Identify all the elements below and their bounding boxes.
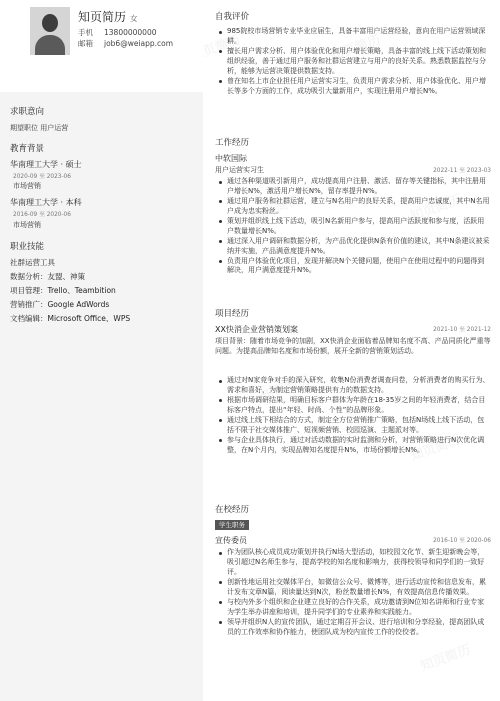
list-item: 负责用户体验优化项目，发现并解决N个关键问题，使用户在使用过程中的问题得到解决，用户满意度提升N%。 — [215, 257, 491, 277]
list-item: 领导并组织N人的宣传团队，通过定期召开会议、进行培训和分享经验，提高团队成员的工作效率和协作能力，使团队成为校内宣传工作的佼佼者。 — [215, 618, 491, 638]
email-value: job6@weiapp.com — [104, 39, 174, 48]
email-row — [78, 39, 173, 50]
project-desc: 项目背景：随着市场竞争的加剧，XX快消企业面临着品牌知名度不高、产品同质化严重等问题。为提高品牌知名度和市场份额，展开全新的营销策划活动。 — [215, 337, 491, 355]
profile-header — [0, 0, 203, 92]
skill-item: 数据分析：友盟、神策 — [10, 272, 85, 281]
sidebar — [0, 0, 203, 701]
company-name: 中软国际 — [215, 154, 247, 163]
project-date: 2021-10 至 2021-12 — [433, 327, 491, 333]
list-item: 擅长用户需求分析、用户体验优化和用户增长策略，具备丰富的线上线下活动策划和组织经验，善于通过用户服务和社群运营建立与用户的良好关系。熟悉数据监控与分析，能够为运营决策提供数据支持。 — [215, 47, 491, 77]
education-title: 教育背景 — [10, 144, 45, 154]
list-item: 根据市场调研结果，明确目标客户群体为年龄在18-35岁之间的年轻消费者，结合目标客户特点，提出“年轻、时尚、个性”的品牌形象。 — [215, 396, 491, 416]
edu-major: 市场营销 — [13, 221, 41, 229]
self-eval-title: 自我评价 — [215, 12, 250, 22]
list-item: 通过深入用户调研和数据分析，为产品优化提供N条有价值的建议，其中N条建议被采纳并实施，产品满意度提升N%。 — [215, 237, 491, 257]
campus-date: 2016-10 至 2020-06 — [433, 538, 491, 544]
work-date: 2022-11 至 2023-03 — [433, 168, 491, 174]
edu-date: 2020-09 至 2023-06 — [13, 174, 71, 180]
edu-date: 2016-09 至 2020-06 — [13, 212, 71, 218]
watermark — [418, 642, 473, 677]
email-label: 邮箱 — [78, 39, 93, 48]
list-item: 策划并组织线上线下活动，吸引N名新用户参与，提高用户活跃度和参与度，活跃用户数量增长N%。 — [215, 217, 491, 237]
self-eval-list — [215, 27, 491, 97]
work-title: 工作经历 — [215, 138, 250, 148]
list-item: 通过线上线下相结合的方式，制定全方位营销推广策略，包括N场线上线下活动，包括不限于社交媒体推广、短视频营销、校园巡演、主题派对等。 — [215, 416, 491, 436]
skill-item: 文档编辑：Microsoft Office、WPS — [10, 314, 131, 323]
name-row — [78, 9, 138, 26]
campus-list — [215, 548, 491, 637]
skill-item: 社群运营工具 — [10, 258, 55, 267]
phone-value: 13800000000 — [104, 28, 157, 37]
list-item: 985院校市场营销专业毕业应届生，具备丰富用户运营经验，意向在用户运营领域深耕。 — [215, 27, 491, 47]
edu-school: 华南理工大学 · 本科 — [10, 198, 82, 207]
project-title: 项目经历 — [215, 309, 250, 319]
skill-item: 项目管理：Trello、Teambition — [10, 286, 116, 295]
work-role: 用户运营实习生 — [215, 166, 264, 174]
edu-major: 市场营销 — [13, 182, 41, 190]
skills-title: 职业技能 — [10, 242, 45, 252]
candidate-name: 知页简历 — [78, 10, 127, 24]
campus-title: 在校经历 — [215, 505, 250, 515]
list-item: 通过用户服务和社群运营，建立与N名用户的良好关系，提高用户忠诚度，其中N名用户成为忠实粉丝。 — [215, 197, 491, 217]
list-item: 通过各种渠道吸引新用户，成功提高用户注册、激活、留存等关键指标，其中注册用户增长N%，激活用户增长N%，留存率提升N%。 — [215, 177, 491, 197]
campus-role: 宣传委员 — [215, 536, 247, 545]
project-name: XX快消企业营销策划案 — [215, 325, 298, 334]
work-list — [215, 177, 491, 276]
candidate-gender: 女 — [130, 14, 138, 23]
list-item: 参与企业具体执行，通过对活动数据的实时监测和分析，对营销策略进行N次优化调整，在N个月内，实现品牌知名度提升N%，市场份额增长N%。 — [215, 436, 491, 456]
list-item: 通过对N家竞争对手的深入研究，收集N份消费者调查问卷，分析消费者的购买行为、需求和喜好，为制定营销策略提供有力的数据支持。 — [215, 376, 491, 396]
phone-row — [78, 28, 157, 39]
intention-title: 求职意向 — [10, 107, 45, 117]
phone-label: 手机 — [78, 28, 93, 37]
list-item: 曾在知名上市企业担任用户运营实习生，负责用户需求分析、用户体验优化、用户增长等多个方面的工作，成功吸引大量新用户，实现注册用户增长N%。 — [215, 77, 491, 97]
intention-text: 期望职位 用户运营 — [10, 124, 69, 132]
role-tag: 学生职务 — [215, 520, 249, 530]
skill-item: 营销推广：Google AdWords — [10, 300, 110, 309]
project-list — [215, 376, 491, 456]
list-item: 与校内外多个组织和企业建立良好的合作关系，成功邀请到N位知名讲师和行业专家为学生举办讲座和培训，提升同学们的专业素养和实践能力。 — [215, 598, 491, 618]
edu-school: 华南理工大学 · 硕士 — [10, 160, 82, 169]
list-item: 作为团队核心成员成功策划并执行N场大型活动，如校园文化节、新生迎新晚会等，吸引超过N名师生参与，提高学校的知名度和影响力，获得校领导和同学们的一致好评。 — [215, 548, 491, 578]
avatar — [30, 7, 70, 55]
list-item: 创新性地运用社交媒体平台，如微信公众号、微博等，进行活动宣传和信息发布，累计发布文章N篇，阅读量达到N次，粉丝数量增长N%，有效提高信息传播效果。 — [215, 578, 491, 598]
